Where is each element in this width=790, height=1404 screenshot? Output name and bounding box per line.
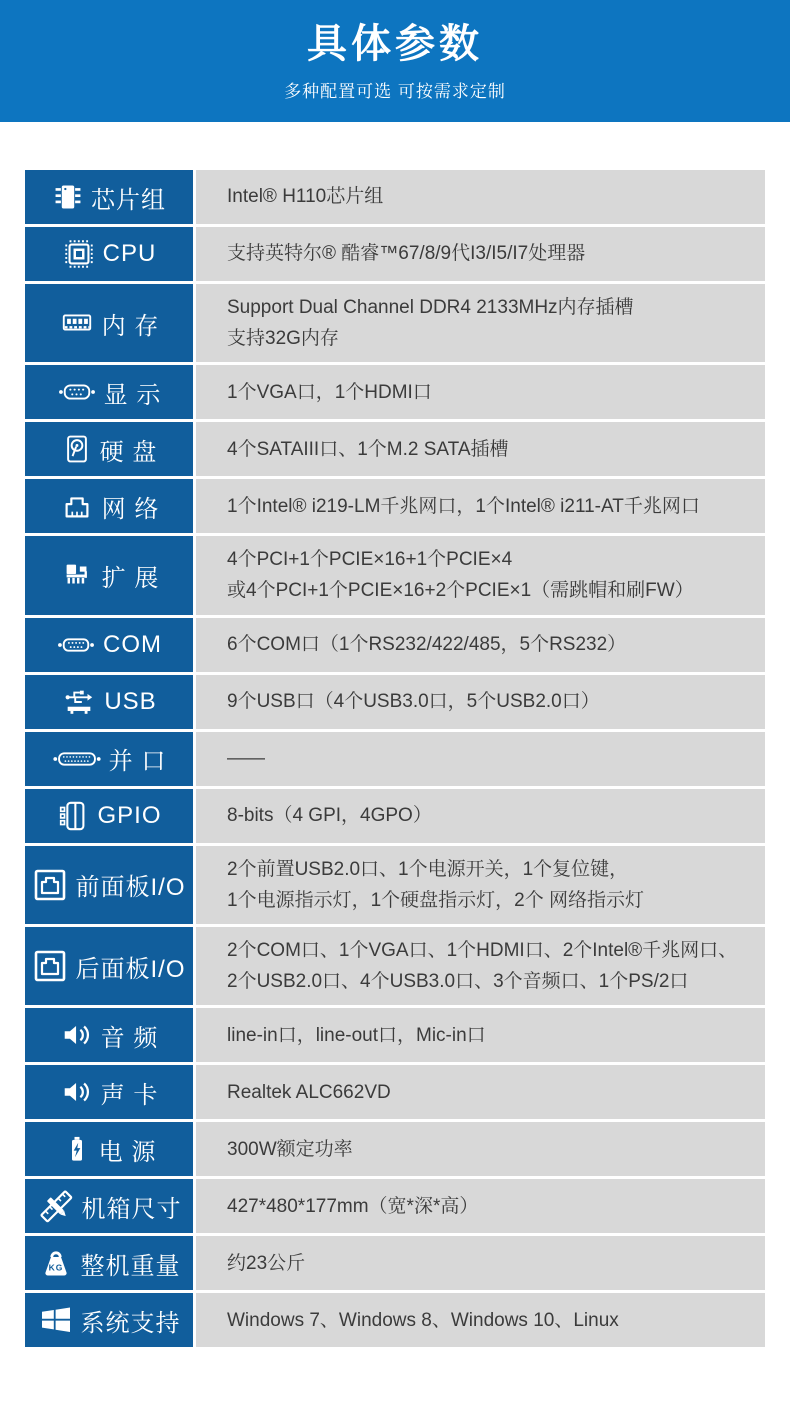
row-label: 电 源 [98,1138,157,1166]
row-label: 硬 盘 [99,438,158,466]
row-label: 扩 展 [101,564,160,592]
row-label-cell [25,927,193,1005]
row-value-line: 4个SATAIII口、1个M.2 SATA插槽 [227,438,509,460]
audio-icon [60,1018,94,1052]
power-icon [62,1131,92,1167]
row-value-cell [196,789,765,843]
page-title: 具体参数 [307,22,483,66]
row-value-line: 约23公斤 [227,1252,306,1274]
row-value-cell [196,732,765,786]
row-label: 机箱尺寸 [81,1195,182,1223]
table-row [25,1293,765,1347]
row-label-cell [25,732,193,786]
row-label: COM [103,630,162,658]
row-label: GPIO [97,801,162,829]
row-label: 系统支持 [80,1309,181,1337]
row-value-line: 或4个PCI+1个PCIE×16+2个PCIE×1（需跳帽和刷FW） [227,580,694,602]
row-label-cell [25,1122,193,1176]
display-icon [57,375,97,409]
row-value-line: 427*480*177mm（宽*深*高） [227,1195,479,1217]
row-label: CPU [102,240,157,267]
row-value-line: 2个前置USB2.0口、1个电源开关，1个复位键， [227,858,629,880]
row-label: 芯片组 [91,186,166,214]
dimension-icon [37,1188,75,1224]
windows-icon [38,1302,74,1338]
row-label-cell [25,227,193,281]
row-label-cell [25,675,193,729]
row-value-cell [196,675,765,729]
row-value-line: Realtek ALC662VD [227,1081,391,1103]
chip-icon [52,180,84,214]
row-value-line: —— [227,748,265,770]
table-row [25,1065,765,1119]
row-label-cell [25,846,193,924]
row-label-cell [25,789,193,843]
row-value-line: Intel® H110芯片组 [227,186,384,208]
row-label-cell [25,365,193,419]
rear-panel-icon [32,948,68,984]
table-row [25,422,765,476]
row-label: 内 存 [101,312,160,340]
row-value-line: 1个VGA口，1个HDMI口 [227,381,432,403]
table-row [25,284,765,362]
row-value-cell [196,846,765,924]
table-row [25,170,765,224]
row-label: 整机重量 [80,1252,181,1280]
table-row [25,479,765,533]
row-value-cell [196,1122,765,1176]
row-value-line: 8-bits（4 GPI，4GPO） [227,805,432,827]
row-label-cell [25,479,193,533]
page-header [0,0,790,122]
row-value-line: 支持32G内存 [227,328,339,350]
row-value-cell [196,170,765,224]
table-row [25,846,765,924]
table-row [25,927,765,1005]
row-value-cell [196,1236,765,1290]
table-row [25,1179,765,1233]
row-value-cell [196,536,765,614]
sound-card-icon [60,1075,94,1109]
row-value-line: 1个电源指示灯，1个硬盘指示灯，2个 网络指示灯 [227,889,644,911]
table-row [25,675,765,729]
row-label: 音 频 [100,1024,159,1052]
gpio-icon [56,798,90,834]
row-value-line: Windows 7、Windows 8、Windows 10、Linux [227,1309,619,1331]
row-label-cell [25,170,193,224]
row-value-line: 6个COM口（1个RS232/422/485，5个RS232） [227,634,627,656]
row-label: 后面板I/O [75,955,186,983]
row-label: 并 口 [108,748,167,776]
row-label-cell [25,422,193,476]
row-label-cell [25,1236,193,1290]
weight-icon [38,1245,74,1281]
row-label-cell [25,1179,193,1233]
row-value-cell [196,284,765,362]
row-label: 显 示 [103,381,162,409]
row-value-cell [196,1008,765,1062]
row-label: 声 卡 [100,1081,159,1109]
table-row [25,1122,765,1176]
page-subtitle: 多种配置可选 可按需求定制 [284,82,506,101]
row-value-cell [196,618,765,672]
row-value-line: 2个COM口、1个VGA口、1个HDMI口、2个Intel®千兆网口、 [227,939,738,961]
row-value-line: 支持英特尔® 酷睿™67/8/9代I3/I5/I7处理器 [227,243,586,265]
expansion-icon [59,558,95,592]
network-icon [59,489,95,523]
row-label-cell [25,1008,193,1062]
row-value-cell [196,1065,765,1119]
row-value-line: 300W额定功率 [227,1138,353,1160]
usb-icon [61,685,97,719]
svg-text:KG: KG [48,1262,63,1273]
row-label: 前面板I/O [75,874,186,902]
table-row [25,227,765,281]
row-label-cell [25,536,193,614]
row-value-line: Support Dual Channel DDR4 2133MHz内存插槽 [227,297,634,318]
front-panel-icon [32,867,68,903]
row-label-cell [25,284,193,362]
row-value-line: line-in口，line-out口，Mic-in口 [227,1024,486,1046]
table-row [25,365,765,419]
com-port-icon [56,628,96,662]
row-label: USB [104,687,157,715]
table-row [25,732,765,786]
row-value-cell [196,1293,765,1347]
row-value-cell [196,365,765,419]
table-row [25,789,765,843]
row-value-line: 4个PCI+1个PCIE×16+1个PCIE×4 [227,549,513,571]
row-label-cell [25,1065,193,1119]
cpu-icon [62,237,96,271]
row-value-cell [196,1179,765,1233]
harddisk-icon [61,431,93,467]
parallel-port-icon [52,742,102,776]
row-value-cell [196,479,765,533]
memory-icon [59,306,95,340]
table-row [25,1236,765,1290]
row-value-cell [196,227,765,281]
row-label: 网 络 [101,495,160,523]
table-row [25,618,765,672]
row-label-cell [25,618,193,672]
table-row [25,1008,765,1062]
table-row [25,536,765,614]
row-value-cell [196,422,765,476]
row-value-line: 9个USB口（4个USB3.0口，5个USB2.0口） [227,691,600,713]
row-label-cell [25,1293,193,1347]
spec-table [25,170,765,1347]
row-value-line: 2个USB2.0口、4个USB3.0口、3个音频口、1个PS/2口 [227,971,689,993]
row-value-cell [196,927,765,1005]
row-value-line: 1个Intel® i219-LM千兆网口，1个Intel® i211-AT千兆网口 [227,495,700,517]
